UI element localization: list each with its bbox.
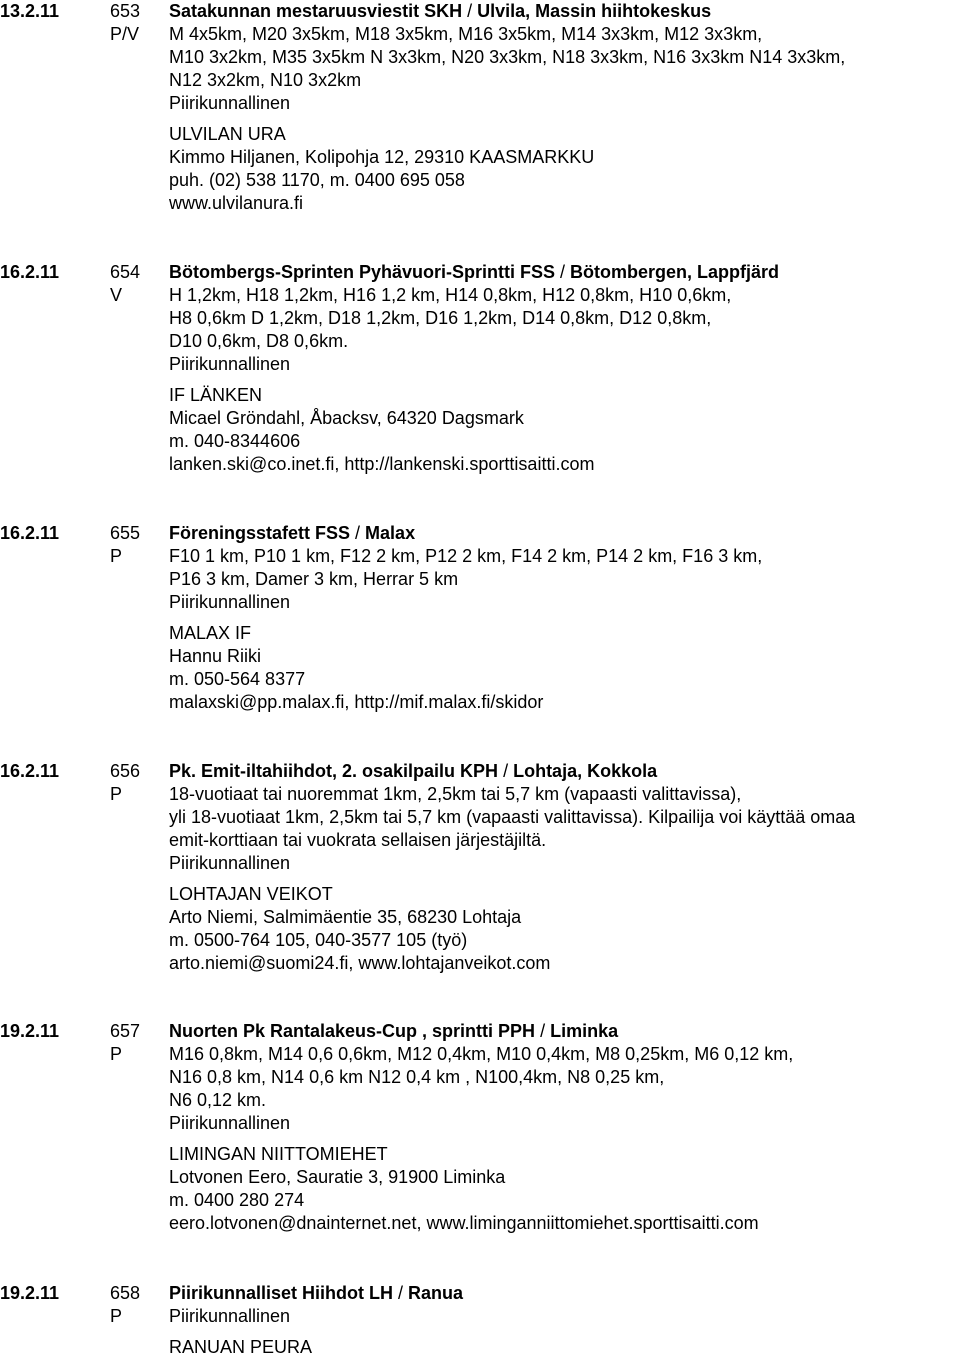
event-title-name: Bötombergs-Sprinten Pyhävuori-Sprintti FSS — [169, 262, 556, 282]
event-detail: yli 18-vuotiaat 1km, 2,5km tai 5,7 km (vapaasti valittavissa). Kilpailija voi käyttää omaa — [169, 807, 856, 827]
event-detail: H 1,2km, H18 1,2km, H16 1,2 km, H14 0,8km, H12 0,8km, H10 0,6km, — [169, 285, 732, 305]
event-level: Piirikunnallinen — [169, 1113, 291, 1133]
event-number: 658 — [110, 1283, 141, 1303]
event-level: Piirikunnallinen — [169, 93, 291, 113]
event-title-location: Lohtaja, Kokkola — [513, 761, 658, 781]
contact-web: malaxski@pp.malax.fi, http://mif.malax.fi/skidor — [169, 692, 544, 712]
contact-web: lanken.ski@co.inet.fi, http://lankenski.sporttisaitti.com — [169, 454, 595, 474]
event-detail: P16 3 km, Damer 3 km, Herrar 5 km — [169, 569, 459, 589]
title-separator: / — [498, 761, 514, 781]
organizer-name: LIMINGAN NIITTOMIEHET — [169, 1144, 388, 1164]
event-number: 653 — [110, 1, 141, 21]
contact-phone: m. 040-8344606 — [169, 431, 301, 451]
organizer-name: MALAX IF — [169, 623, 252, 643]
event-title-location: Malax — [365, 523, 416, 543]
event-title — [169, 0, 960, 23]
contact-web: eero.lotvonen@dnainternet.net, www.liminganniittomiehet.sporttisaitti.com — [169, 1213, 759, 1233]
event-title — [169, 1282, 960, 1305]
event-title — [169, 261, 960, 284]
event-detail: M10 3x2km, M35 3x5km N 3x3km, N20 3x3km, N18 3x3km, N16 3x3km N14 3x3km, — [169, 47, 846, 67]
event-date: 16.2.11 — [0, 523, 60, 543]
event-title-location: Ulvila, Massin hiihtokeskus — [477, 1, 712, 21]
event-number: 656 — [110, 761, 141, 781]
event-title-name: Pk. Emit-iltahiihdot, 2. osakilpailu KPH — [169, 761, 499, 781]
contact-web: www.ulvilanura.fi — [169, 193, 304, 213]
title-separator: / — [350, 523, 366, 543]
event-date: 16.2.11 — [0, 761, 60, 781]
event-body — [169, 522, 960, 714]
contact-web: arto.niemi@suomi24.fi, www.lohtajanveikot.com — [169, 953, 551, 973]
organizer-name: IF LÄNKEN — [169, 385, 263, 405]
organizer-name: RANUAN PEURA — [169, 1337, 313, 1357]
title-separator: / — [462, 1, 478, 21]
event-number: 655 — [110, 523, 141, 543]
event-detail: 18-vuotiaat tai nuoremmat 1km, 2,5km tai 5,7 km (vapaasti valittavissa), — [169, 784, 742, 804]
contact-address: Kimmo Hiljanen, Kolipohja 12, 29310 KAASMARKKU — [169, 147, 595, 167]
event-date: 19.2.11 — [0, 1021, 60, 1041]
event-title — [169, 522, 960, 545]
event-title-name: Satakunnan mestaruusviestit SKH — [169, 1, 463, 21]
event-detail: emit-korttiaan tai vuokrata sellaisen järjestäjiltä. — [169, 830, 547, 850]
contact-person: Hannu Riiki — [169, 646, 262, 666]
event-category: P — [110, 1306, 123, 1326]
event-detail: N16 0,8 km, N14 0,6 km N12 0,4 km , N100,4km, N8 0,25 km, — [169, 1067, 665, 1087]
contact-phone: m. 0500-764 105, 040-3577 105 (työ) — [169, 930, 468, 950]
event-body — [169, 1282, 960, 1359]
event-detail: D10 0,6km, D8 0,6km. — [169, 331, 349, 351]
event-category: P — [110, 784, 123, 804]
event-body — [169, 0, 960, 215]
contact-phone: m. 050-564 8377 — [169, 669, 306, 689]
title-separator: / — [393, 1283, 409, 1303]
event-date: 16.2.11 — [0, 262, 60, 282]
event-body — [169, 1020, 960, 1235]
event-body — [169, 760, 960, 975]
event-body — [169, 261, 960, 476]
event-title-name: Föreningsstafett FSS — [169, 523, 351, 543]
event-title — [169, 1020, 960, 1043]
event-detail: M16 0,8km, M14 0,6 0,6km, M12 0,4km, M10 0,4km, M8 0,25km, M6 0,12 km, — [169, 1044, 794, 1064]
event-level: Piirikunnallinen — [169, 354, 291, 374]
event-category: P — [110, 546, 123, 566]
contact-address: Micael Gröndahl, Åbacksv, 64320 Dagsmark — [169, 408, 524, 428]
contact-address: Lotvonen Eero, Sauratie 3, 91900 Liminka — [169, 1167, 506, 1187]
event-title-location: Ranua — [408, 1283, 464, 1303]
event-level: Piirikunnallinen — [169, 592, 291, 612]
contact-phone: puh. (02) 538 1170, m. 0400 695 058 — [169, 170, 465, 190]
title-separator: / — [555, 262, 571, 282]
event-detail: M 4x5km, M20 3x5km, M18 3x5km, M16 3x5km, M14 3x3km, M12 3x3km, — [169, 24, 763, 44]
contact-address: Arto Niemi, Salmimäentie 35, 68230 Lohtaja — [169, 907, 522, 927]
title-separator: / — [535, 1021, 551, 1041]
event-title-location: Bötombergen, Lappfjärd — [570, 262, 780, 282]
event-level: Piirikunnallinen — [169, 1306, 291, 1326]
event-category: P — [110, 1044, 123, 1064]
event-date: 19.2.11 — [0, 1283, 60, 1303]
event-detail: H8 0,6km D 1,2km, D18 1,2km, D16 1,2km, D14 0,8km, D12 0,8km, — [169, 308, 712, 328]
event-title-name: Nuorten Pk Rantalakeus-Cup , sprintti PPH — [169, 1021, 536, 1041]
event-detail: N12 3x2km, N10 3x2km — [169, 70, 362, 90]
event-number: 657 — [110, 1021, 141, 1041]
event-category: V — [110, 285, 123, 305]
event-number: 654 — [110, 262, 141, 282]
event-category: P/V — [110, 24, 140, 44]
contact-phone: m. 0400 280 274 — [169, 1190, 305, 1210]
event-date: 13.2.11 — [0, 1, 60, 21]
event-title-location: Liminka — [550, 1021, 619, 1041]
event-detail: F10 1 km, P10 1 km, F12 2 km, P12 2 km, F14 2 km, P14 2 km, F16 3 km, — [169, 546, 763, 566]
event-title — [169, 760, 960, 783]
event-detail: N6 0,12 km. — [169, 1090, 267, 1110]
organizer-name: ULVILAN URA — [169, 124, 286, 144]
event-title-name: Piirikunnalliset Hiihdot LH — [169, 1283, 394, 1303]
event-level: Piirikunnallinen — [169, 853, 291, 873]
organizer-name: LOHTAJAN VEIKOT — [169, 884, 333, 904]
